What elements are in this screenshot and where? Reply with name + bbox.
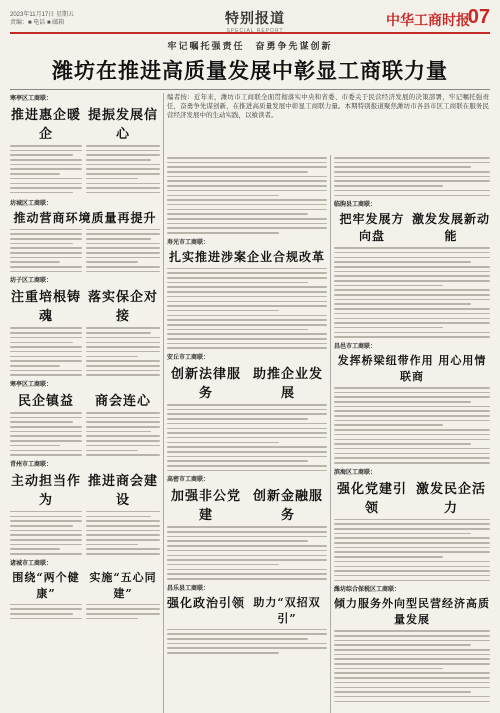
article-title: 把牢发展方向盘 [339,212,405,244]
section-title: 特别报道 [225,10,285,26]
article-body [167,629,327,654]
article-body [167,157,327,234]
page-number: 07 [467,6,490,28]
article-title: 围绕“两个健康” [12,570,80,600]
article-title: 推进商会建设 [87,473,158,508]
section-banner [210,8,300,34]
article-unit: 诸城市工商联： [10,560,53,567]
article-body [86,604,160,623]
article-body [334,519,490,582]
article-body [10,604,82,623]
article-unit: 临朐县工商联： [334,202,377,209]
article-body [86,145,160,197]
middle-column [167,157,327,657]
article-title: 推进惠企暖企 [10,108,81,142]
article-unit: 高密市工商联： [167,477,210,484]
editor-note: 编者按：近年来，潍坊市工商联全面贯彻落实中央和省委、市委关于民营经济发展的决策部署，牢记嘱托强责任，奋勇争先谋创新，在推进高质量发展中彰显工商联力量。本期特别报道聚焦潍坊市各县市区工商联在服务民营经济发展中的生动实践，以飨读者。 [167,93,489,119]
article-unit: 青州市工商联： [10,461,53,468]
article-unit: 坊城区工商联： [10,200,53,207]
article-title: 激发民企活力 [415,481,486,516]
article-title: 民企镇益 [17,394,74,409]
article-body [86,327,160,379]
article-body [10,327,82,379]
article-body [86,511,160,558]
editor-info: 责编：■ 电话 ■ 邮箱 [10,20,65,26]
article-unit: 滨海区工商联： [334,469,377,476]
article-body [86,229,160,276]
headline-rule [10,89,490,90]
article-title: 注重培根铸魂 [10,290,81,325]
article-title: 发挥桥梁纽带作用 用心用情联商 [337,353,487,383]
issue-date: 2023年11月17日 星期五 [10,12,74,18]
article-title: 提振发展信心 [87,108,158,142]
article-title: 创新金融服务 [252,489,323,524]
article-title: 强化党建引领 [336,481,407,516]
article-body [167,526,327,579]
article-title: 强化政治引领 [167,595,246,610]
article-title: 助力“双招双引” [253,595,321,625]
right-column [334,157,490,705]
article-body [10,511,82,558]
article-title: 实施“五心同建” [89,570,157,600]
article-title: 商会连心 [94,394,151,409]
article-title: 倾力服务外向型民营经济高质量发展 [334,597,490,627]
article-unit: 安丘市工商联： [167,355,210,362]
newspaper-name: 中华工商时报 [386,12,470,28]
article-body [10,145,82,197]
article-title: 创新法律服务 [170,367,241,402]
article-unit: 昌乐县工商联： [167,585,210,592]
headline-kicker: 牢记嘱托强责任 奋勇争先谋创新 [167,41,333,51]
column-divider [163,93,164,713]
article-title: 推动营商环境质量再提升 [13,210,157,225]
article-title: 助推企业发展 [252,367,323,402]
article-unit: 潍坊综合保税区工商联： [334,587,401,594]
article-area [10,93,490,713]
article-body [86,412,160,459]
article-title: 加强非公党建 [170,489,241,524]
left-column [10,93,160,623]
section-subtitle: SPECIAL REPORT [226,28,284,34]
issue-meta [10,11,180,27]
article-body [334,247,490,338]
article-unit: 寒亭区工商联： [10,382,53,388]
page-headline: 潍坊在推进高质量发展中彰显工商联力量 [52,58,448,83]
article-body [10,229,82,276]
article-body [334,387,490,464]
page-header [10,6,490,34]
article-title: 主动担当作为 [10,473,81,508]
article-unit: 坊子区工商联： [10,278,53,285]
article-body [167,404,327,471]
article-unit: 寒亭区工商联： [10,96,53,102]
article-title: 落实保企对接 [87,290,158,325]
article-title: 激发发展新动能 [412,212,491,244]
article-body [167,268,327,349]
article-body [10,412,82,459]
article-body [334,630,490,702]
article-body [334,157,490,196]
column-divider [330,155,331,713]
article-unit: 寿光市工商联： [167,239,210,246]
article-unit: 昌邑市工商联： [334,343,377,350]
article-title: 扎实推进涉案企业合规改革 [168,249,325,264]
